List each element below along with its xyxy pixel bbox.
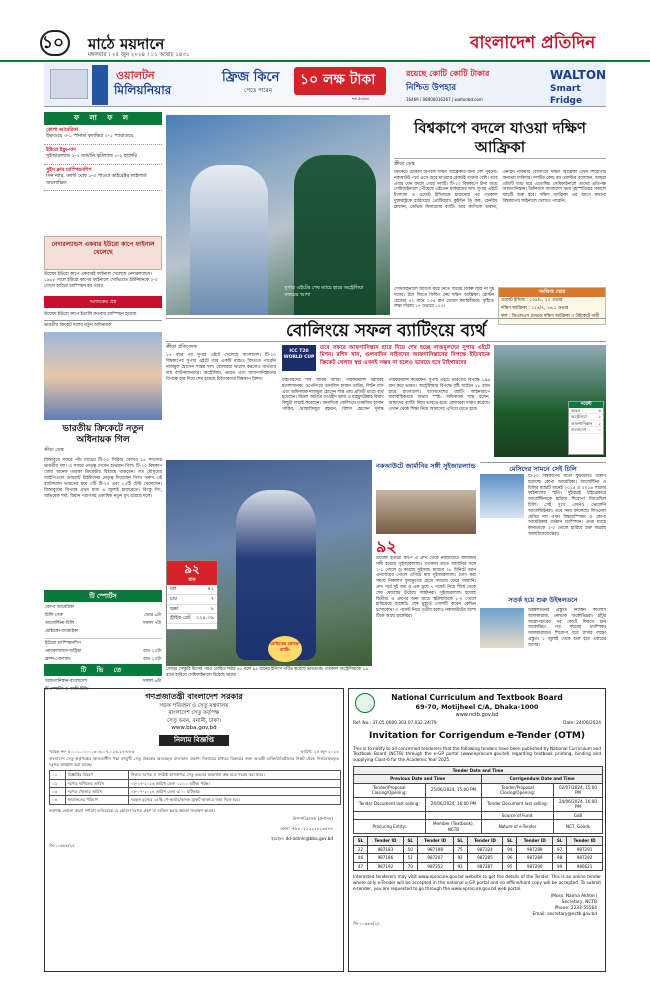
- tv-schedule: [44, 604, 162, 664]
- results-column: [44, 112, 162, 191]
- ref-line: Ref. No.: 37.05.0000.303.07.032.24/79 Date: 24/06/2024: [353, 720, 601, 726]
- ad-gift: নিশ্চিত উপহার: [406, 83, 457, 93]
- list-item: ইউরো চ্যাম্পিয়নশিপ: [44, 638, 162, 648]
- question-text: উয়েফা ইউরো কাপে ইতালি কতবার চ্যাম্পিয়ন হয়েছে: [44, 312, 137, 317]
- notice-heading: নিলাম বিজ্ঞপ্তি: [159, 735, 229, 746]
- nctb-seal-icon: [355, 693, 375, 713]
- ad-walton: WALTON: [550, 68, 607, 82]
- memo-line: স্মারক নং- ৫০.০১.০০০০.৩০৩.০৭.০২৩.২৪-৮৮৩ তারিখ: ২৪ জুন ২০২৪: [49, 749, 339, 755]
- list-item: কোপা আমেরিকা: [45, 605, 75, 610]
- score-line: ওয়েস্ট ইন্ডিজ : ১৩৫/৮, ২০ ওভার: [501, 298, 563, 303]
- gov-ministry: সড়ক পরিবহন ও সেতু মন্ত্রণালয়: [159, 702, 229, 709]
- page-header: [0, 0, 650, 62]
- table-row: Procuring Entity: Member (Textbook), NCTB Nature of e-Tender NCT, Goods: [354, 820, 603, 834]
- nctb-signer: (Moss. Naima Akhter) Secretary, NCTB Phone: 2233-55564 Email: secretary@nctb.gov.bd: [532, 894, 597, 918]
- bowling-body: টাইগারদের শীর্ষ সারির ব্যাটিং পারফরম্যান্স বরাবরই হতাশাজনক। ওপেনিংয়ে তানজিদ হাসান তামিম, লিটন দাস এবং অধিনায়ক নাজমুল হোসেন শান্ত প্রায় প্রতিটি ম্যাচে ব্যর্থ হয়েছেন। মিডল অর্ডারে তাওহীদ হৃদয় ও মাহমুদউল্লাহ রিয়াদ কিছুটা লড়াই করেছেন। অন্যদিকে বোলিংয়ে তানজিম হাসান সাকিব, মোস্তাফিজুর রহমান, রিশাদ হোসেন দুর্দান্ত পারফরম্যান্স করেছেন। সুপার এইটে ভারতের বিপক্ষে ১৯৬ রান করে ভারত। অস্ট্রেলিয়ার বিপক্ষে বৃষ্টি আইনে ২৮ রানে হারে বাংলাদেশ। বাংলাদেশের ব্যাটিং লাইনআপে ধারাবাহিকতার অভাব স্পষ্ট। অধিনায়ক শান্ত বলেন, আমাদের ব্যাটিং নিয়ে ভাবতে হবে। বোলাররা দারুণ করেছে। এখান থেকে শিক্ষা নিয়ে আমাদের এগিয়ে যেতে হবে।: [282, 378, 490, 412]
- tennis-body: উইম্বলডনের প্রস্তুতি নিচ্ছেন কার্লোস আলকারাজ, নোভাক জকোভিচরা। হাঁটুর অস্ত্রোপচারের পর কোর্টে ফিরতে চান জকোভিচ। গত বছরের চ্যাম্পিয়ন আলকারাজও শিরোপা ধরে রাখার লক্ষ্যে প্রস্তুত। ১ জুলাই থেকে শুরু হবে এবারের আসর।: [528, 608, 606, 648]
- signer-phone: ফোন: +৮৮০২২২২২৮২৩৫৪৪: [280, 825, 333, 831]
- list-item: টি স্পোর্টস ও গাজী টিভি: [45, 686, 89, 692]
- tender-id-table: SL Tender ID SL Tender ID SL Tender ID SL Tender ID SL Tender ID 22 987183 50 987198 75 987324 94 987289 97 987291 46 987186 51 987207 92 987285 96 987289 98 987292 47 987192 70 987352 93 987287 95 987290 99 986621: [353, 836, 603, 871]
- runs: ৯২ রান: [167, 561, 217, 585]
- result-item: সুইস ক্লাব চ্যাম্পিয়নশিপ সিন ন্যার, ক্যান্ট ঘোষ ১-৩ পাওয়া ডাইরেক্টর লাইলার্ড জয়লাভিত: [44, 165, 162, 191]
- list-item: আফগানিস্তান-বাংলাদেশ সকাল ৬টা: [45, 679, 161, 684]
- table-row: 22 987183 50 987198 75 987324 94 987289 97 987291: [354, 845, 603, 854]
- sa-body-cont: সেমিফাইনালে জায়গা করে নিতে জয়ের বিকল্প ছিল না দুই দলের। টসে জিতে ফিল্ডিং নেয় দক্ষিণ আফ্রিকা। রোস্টন চেজের ৫২ রানে ১৩৫ রান তোলে ক্যারিবীয়রা। বৃষ্টিতে লক্ষ্য দাঁড়ায় ১৭ ওভারে ১২৩।: [394, 287, 494, 310]
- list-item: আর্জেন্টিনা-চিলি সকাল ৭টা: [45, 620, 161, 626]
- gill-body: জিম্বাবুয়ে সফরে পাঁচ ম্যাচের টি-২০ সিরিজ খেলবে ১৫ সদস্যের ভারতীয় দল। এ সফরে নেতৃত্ব দেবেন শুভমান গিল। টি-২০ বিশ্বকাপ খেলা অনেক তারকা ক্রিকেটার বিশ্রামে থাকবেন। গত মৌসুমের আইপিএলে গুজরাট টাইটান্সের নেতৃত্ব দিয়েছেন গিল। তরুণ এই ব্যাটসম্যান ভারতের হয়ে ৩টি টি-২০ এবং ২৫টি টেস্ট খেলেছেন। জিম্বাবুয়ের বিপক্ষে প্রথম ম্যাচ ৬ জুলাই হারারেতে। রিংকু সিং, অভিষেক শর্মা, রিয়ান পরাগসহ একাধিক নতুন মুখ রয়েছে দলে।: [44, 458, 162, 499]
- t20-logo: ICC T20 WORLD CUP: [282, 345, 316, 371]
- nctb-website[interactable]: www.nctb.gov.bd: [455, 711, 499, 718]
- table-row: Tender/Proposal Closing/Opening: 25/06/2024, 15:00 PM Tender/Proposal Closing/Opening: 02/07/2024, 15:00 PM: [354, 783, 603, 797]
- table-row: 47 987192 70 987352 93 987287 95 987290 99 986621: [354, 862, 603, 871]
- table-row: বাংলাদেশ ০: [571, 427, 601, 433]
- ad-fridge-sub: পেতে পারেন: [244, 88, 272, 94]
- bowling-headline: বোলিংয়ে সফল ব্যাটিংয়ে ব্যর্থ: [166, 318, 606, 342]
- nctb-org: National Curriculum and Textbook Board: [391, 693, 563, 702]
- football-photo: [376, 490, 476, 534]
- notice-closing: কর্তৃপক্ষ কোনো কারণ দর্শানো ব্যতিরেকে যে কোনো দরপত্র গ্রহণ বা বাতিল করার ক্ষমতা সংরক্ষণ করেন।: [49, 807, 215, 813]
- ad-fridge-text: ফ্রিজ কিনে: [222, 70, 280, 85]
- ad-brand-main: মিলিয়নিয়ার: [114, 83, 172, 97]
- ad-prize-note: শর্ত প্রযোজ্য: [352, 97, 370, 101]
- short-score-head: সংক্ষিপ্ত স্কোর: [499, 288, 605, 297]
- newspaper-logo: বাংলাদেশ প্রতিদিন: [470, 33, 596, 53]
- table-row: ০৪ জামানতের পরিমাণ দরকৃত মূল্যের ২৫% পে-অর্ডার/ব্যাংক ড্রাফট আকারে জমা দিতে হবে।: [50, 796, 341, 804]
- list-item: নেদারল্যান্ডস-অস্ট্রিয়া রাত ১০টা: [45, 648, 161, 654]
- tender-title: Invitation for Corrigendum e-Tender (OTM): [369, 731, 585, 742]
- germany-body: উয়েফা ইউরো কাপে এ গ্রুপ থেকে নকআউটে জার্মানির সঙ্গী হয়েছে সুইজারল্যান্ড। গতকাল রাতে জার্মানির সঙ্গে ১-১ গোলে ড্র করেছে সুইসরা। ম্যাচের ২৮ মিনিটে ড্যান এনদোয়ের গোলে এগিয়ে যায় সুইজারল্যান্ড। যোগ করা সময়ে নিকলাস ফুলক্রুগের হেডে সমতায় ফেরে জার্মানি। গ্রুপ পর্বে দুই জয় ও এক ড্রয়ে ৭ পয়েন্ট নিয়ে শীর্ষে থেকে শেষ ষোলোয় উঠেছে জার্মানরা। সুইজারল্যান্ড হয়েছে দ্বিতীয়। এ গ্রুপের অন্য ম্যাচে স্কটল্যান্ডকে ১-০ গোলে হারিয়েছে হাঙ্গেরি। শেষ মুহূর্তে গোলটি করেন কেভিন চসোবোথ। ৩ পয়েন্ট নিয়ে তৃতীয় হলেও নকআউটের আশা টিকে আছে হাঙ্গেরির।: [376, 556, 476, 619]
- gov-address: সেতু ভবন, বনানী, ঢাকা।: [166, 717, 222, 724]
- stat-row: স্ট্রাইক রেট ২২৪.৩৯: [167, 614, 217, 624]
- ad-crore: রয়েছে কোটি কোটি টাকার: [406, 69, 490, 78]
- ad-code: জি-১০৬৮৮/২৪: [49, 843, 75, 849]
- trivia-body: উয়েফা ইউরো কাপে একবারই ফাইনাল খেলেছে নেদারল্যান্ডস। ১৯৮৮ সালে ইউরো কাপের ফাইনালে সোভিয়েত ইউনিয়নকে ২-০ গোলে হারিয়ে চ্যাম্পিয়ন হয় তারা।: [44, 272, 158, 289]
- stat-row: চার ৭: [167, 595, 217, 605]
- signer: উপ-পরিচালক (প্রশাসন): [292, 816, 333, 822]
- list-item: মেক্সিকো-জ্যামাইকা: [45, 628, 79, 634]
- batsman-figure: [236, 490, 316, 660]
- ad-smart-fridge: Smart Fridge: [550, 84, 583, 107]
- bowling-byline: ক্রীড়া প্রতিবেদক: [166, 345, 197, 350]
- gov-title: গণপ্রজাতন্ত্রী বাংলাদেশ সরকার: [145, 692, 243, 701]
- fridge-image: [92, 65, 108, 105]
- table-row: ০২ দরপত্র দাখিলের তারিখ ০৮-০৭-২০২৪ তারিখ বেলা ১২:০০ ঘটিকা পর্যন্ত।: [50, 779, 341, 787]
- rohit-stat-box: [166, 560, 218, 630]
- tender-date-table: Tender Date and Time Previous Date and Time Corrigendum Date and Time Tender/Proposal Closing/Opening: 25/06/2024, 15:00 PM Tender/Proposal Closing/Opening: 02/07/2024, 15:00 PM Tender Document last selling: 24/06/2024, 16:00 PM Tender Document last selling: 24/06/2024, 16:00 PM Source of Fund: GoB Procuring Entity: Member (Textbook), NCTB Nature of e-Tender NCT, Goods: [353, 766, 603, 835]
- gill-photo: [44, 332, 162, 420]
- gill-headline: ভারতীয় ক্রিকেটে নতুন অধিনায়ক গিল: [62, 424, 144, 445]
- tender-footer: Interested tenderers may visit www.eprocure.gov.bd website to get the details of the Tender. This is an online tender where only e-Tender will be accepted in the national e-GP portal and no offline/hard copy will be accepted. To submit e-tender, you are requested to go through the www.eprocure.gov.bd web portal.: [353, 874, 601, 891]
- issue-date: মঙ্গলবার । ২৫ জুন ২০২৪ । ১১ আষাঢ় ১৪৩১: [88, 52, 190, 58]
- points-head: পয়েন্ট: [569, 402, 603, 408]
- table-row: ০১ বিজ্ঞপ্তির বিবরণ নিলাম দরপত্র ও সংশ্লিষ্ট কাগজপত্র সেতু ভবনের অভ্যর্থনা কক্ষ হতে সংগ্রহ করা যাবে।: [50, 771, 341, 779]
- question-label: আজকের প্রশ্ন: [44, 296, 162, 308]
- table-row: আফগানিস্তান ২: [571, 420, 601, 426]
- ad-prize: ১০ লক্ষ টাকা: [294, 67, 386, 95]
- table-row: ০৩ দরপত্র খোলার তারিখ ০৮-০৭-২০২৪ তারিখ বেলা ৩:০০ ঘটিকায়।: [50, 787, 341, 795]
- table-row: ভারত ৬: [571, 408, 601, 414]
- sa-headline: বিশ্বকাপে বদলে যাওয়া দক্ষিণ আফ্রিকা: [394, 115, 606, 159]
- result-item: কোপা আমেরিকা উরুগুয়ে ৩-১ পানামা কলম্বিয়া ২-১ প্যারাগুয়ে: [44, 125, 162, 145]
- germany-headline: নকআউটে জার্মানির সঙ্গী সুইজারল্যান্ড: [376, 462, 476, 470]
- ad-brand-top: ওয়ালটন: [116, 69, 155, 82]
- trivia-quote: নেদারল্যান্ডস একবার ইউরো কাপে ফাইনাল খেলেছে: [44, 236, 162, 270]
- messi-headline: মেসিদের সামনে সেই চিলি: [480, 462, 606, 474]
- score-line: ফল : ডিএলএস মেথডে দক্ষিণ আফ্রিকা ৩ উইকেটে জয়ী: [501, 313, 600, 319]
- list-item: ফ্রান্স-পোল্যান্ড রাত ১০টা: [45, 656, 161, 662]
- rohit-caption: জোড়া সেঞ্চুরি মিসের পরও রোহিত শর্মার ৪১ বলে ৯২ রানের ইনিংস গর্বিত করেছে ভারতকে। গতকাল অস্ট্রেলিয়াকে ২৪ রানে হারিয়ে সেমিফাইনালে উঠেছে ভারত: [166, 667, 369, 678]
- photo-caption: সুপার এইটের শেষ ম্যাচে হারে অস্ট্রেলিয়া সফরের আশা: [284, 285, 364, 298]
- bowling-lead: তবে সফরে আফগানিস্তান হারে দিয়ে শেষ হচ্ছে নাজমুলদের সুপার এইটে মিশন। রশিদ খান, গুলবাদিন নাইবদের আফগানিস্তানের বিপক্ষে ইতিবাচক ক্রিকেট খেলার স্বপ্ন এখনই সম্ভব না হলেও ভাবতে হবে টাইগারদের: [320, 345, 490, 366]
- table-row: Source of Fund: GoB: [354, 811, 603, 820]
- gov-website[interactable]: www.bba.gov.bd: [171, 725, 217, 732]
- score-line: দক্ষিণ আফ্রিকা : ১২৪/৭, ১৬.১ ওভার: [501, 305, 569, 311]
- nctb-tender-notice: [348, 688, 606, 972]
- table-row: 46 987186 51 987207 92 987285 96 987289 98 987292: [354, 854, 603, 863]
- section-title: মাঠে ময়দানে: [88, 35, 165, 53]
- nctb-address: 69-70, Motijheel C/A, Dhaka-1000: [415, 703, 539, 712]
- walton-banner-ad[interactable]: [44, 63, 606, 107]
- messi-body: টি-২০ বিশ্বকাপের মতো ফুটবলেও উত্তাপ ছড়াচ্ছে কোপা আমেরিকা। আর্জেন্টিনা ও চিলির ম্যাচটি মানেই ২০১৫ ও ২০১৬ সালের ফাইনালের স্মৃতি। দুইবারই টাইব্রেকারে আর্জেন্টিনাকে হারিয়ে শিরোপা জিতেছিল চিলি। সেই দুঃখ এখনও ভোলেনি আর্জেন্টাইনরা। তবে সময় বদলেছে। লিওনেল মেসির দল এখন বিশ্বচ্যাম্পিয়ন ও কোপা আমেরিকার বর্তমান চ্যাম্পিয়ন। প্রথম ম্যাচে কানাডাকে ২-০ গোলে হারিয়ে শুরু করেছে আলবিসেলেস্তেরা।: [528, 474, 606, 537]
- notice-table: [49, 770, 341, 805]
- stat-row: বল ৪১: [167, 585, 217, 595]
- table-row: Tender Document last selling: 24/06/2024, 16:00 PM Tender Document last selling: 24/06/2024, 16:00 PM: [354, 797, 603, 811]
- gill-kicker: ভারতীয় ক্রিকেট দলের নতুন অধিনায়ক: [44, 320, 162, 330]
- tender-intro: This is to notify to all concerned tenderers that the following tenders have been published by National Curriculum and Textbook Board (NCTB) through the e-GP portal (www.eprocure.gov.bd) regarding textbook printing, binding and supplying Class-6 for the Academic Year 2025.: [353, 745, 601, 762]
- sa-body: ক্রিকেটে চোকার্স অপবাদ দক্ষিণ আফ্রিকার জন্য বেশ পুরনো। নকআউট পর্বে এসে হেরে যাওয়ার রেকর্ডই তাদের বেশি। তবে এবার যেন বদলে গেছে দলটি। টি-২০ বিশ্বকাপে টানা জয়ে সেমিফাইনালে পৌঁছেছে এইডেন মার্করামের দল। সুপার এইটে ইংল্যান্ড ও ওয়েস্ট ইন্ডিজকে হারানোর পর গতকাল যুক্তরাষ্ট্রকে হারিয়েছে প্রোটিয়ারা। কুইন্টন ডি কক, হেনরিখ ক্লাসেন, ডেভিড মিলারদের ব্যাটিং আর কাগিসো রাবাদা, এনরিখ নর্কিয়ার বোলিংয়ে দক্ষিণ আফ্রিকা এখন শিরোপার অন্যতম দাবিদার। দলটির কোচ রব ওয়াল্টার বলেছেন, আমরা প্রতিটি ম্যাচ ধরে এগোচ্ছি। সেমিফাইনালে তাদের প্রতিপক্ষ আফগানিস্তান। ত্রিনিদাদে বাংলাদেশ সময় বৃহস্পতিবার সকালে ম্যাচটি শুরু হবে। দক্ষিণ আফ্রিকা এর আগে কখনো বিশ্বকাপের ফাইনালে খেলতে পারেনি।: [394, 170, 606, 210]
- bowling-intro: ১৭ বছর পর সুপার এইটে খেলেছে বাংলাদেশ। টি-২০ বিশ্বকাপের সুপার এইটে তার একটি ম্যাচও জিততে পারেনি নাজমুল হোসেন শান্তর দল। বোলাররা ভালো করলেও ব্যর্থতার দায় ব্যাটসম্যানদের। অস্ট্রেলিয়া, ভারত এবং আফগানিস্তানের বিপক্ষে হার দিয়ে শেষ হয়েছে টাইগারদের বিশ্বকাপ মিশন।: [166, 353, 276, 382]
- tv-image: [50, 69, 88, 99]
- points-table: [568, 401, 604, 455]
- tv-today-head: টি ভি তে: [44, 664, 162, 676]
- notice-intro: বাংলাদেশ সেতু কর্তৃপক্ষের আওতাধীন পদ্মা বহুমুখী সেতু প্রকল্পের অব্যবহৃত মালামাল প্রকাশ্য নিলামের মাধ্যমে বিক্রয়ের জন্য আগ্রহী ব্যক্তি/প্রতিষ্ঠানের নিকট থেকে সিলমোহরকৃত দরপত্র আহ্বান করা যাচ্ছে।: [49, 756, 339, 767]
- signer-email: ইমেইল: dd-admin@bba.gov.bd: [271, 835, 333, 841]
- sa-byline: ক্রীড়া ডেস্ক: [394, 162, 415, 167]
- page-number: ১০: [42, 33, 65, 53]
- nctb-ad-code: জি-১০৬৮৫/২৪: [353, 921, 380, 927]
- tv-schedule-head: টি স্পোর্টস: [44, 590, 162, 602]
- results-head: ফ লা ফ ল: [44, 112, 162, 125]
- players-celebration-photo: [494, 345, 606, 457]
- rohit-badge: রোহিতের ঝোড়ো ব্যাটিং: [268, 636, 302, 662]
- result-item: ইউরো ইয়ুং-দাদ সুইজারল্যান্ড ১-১ জার্মানি স্কটল্যান্ড ০-১ হাঙ্গেরি: [44, 145, 162, 165]
- gov-authority: বাংলাদেশ সেতু কর্তৃপক্ষ: [168, 710, 220, 717]
- germany-score: ৯২: [376, 537, 397, 556]
- ad-contact: 16469 / 08000016267 | waltonbd.com: [406, 97, 483, 102]
- gill-byline: ক্রীড়া ডেস্ক: [44, 448, 64, 453]
- stat-row: ছক্কা ৮: [167, 605, 217, 615]
- tennis-headline: সতর্ক হয়ে শুরু উইম্বলডনে: [508, 596, 578, 604]
- auction-notice: [44, 688, 344, 972]
- table-row: অস্ট্রেলিয়া ২: [571, 414, 601, 420]
- cricket-photo: [166, 115, 390, 315]
- messi-photo: [480, 474, 524, 518]
- player-figure: [190, 165, 268, 315]
- tennis-photo: [480, 608, 524, 648]
- list-item: চিলি-পেরু ভোর ৬টা: [45, 612, 161, 618]
